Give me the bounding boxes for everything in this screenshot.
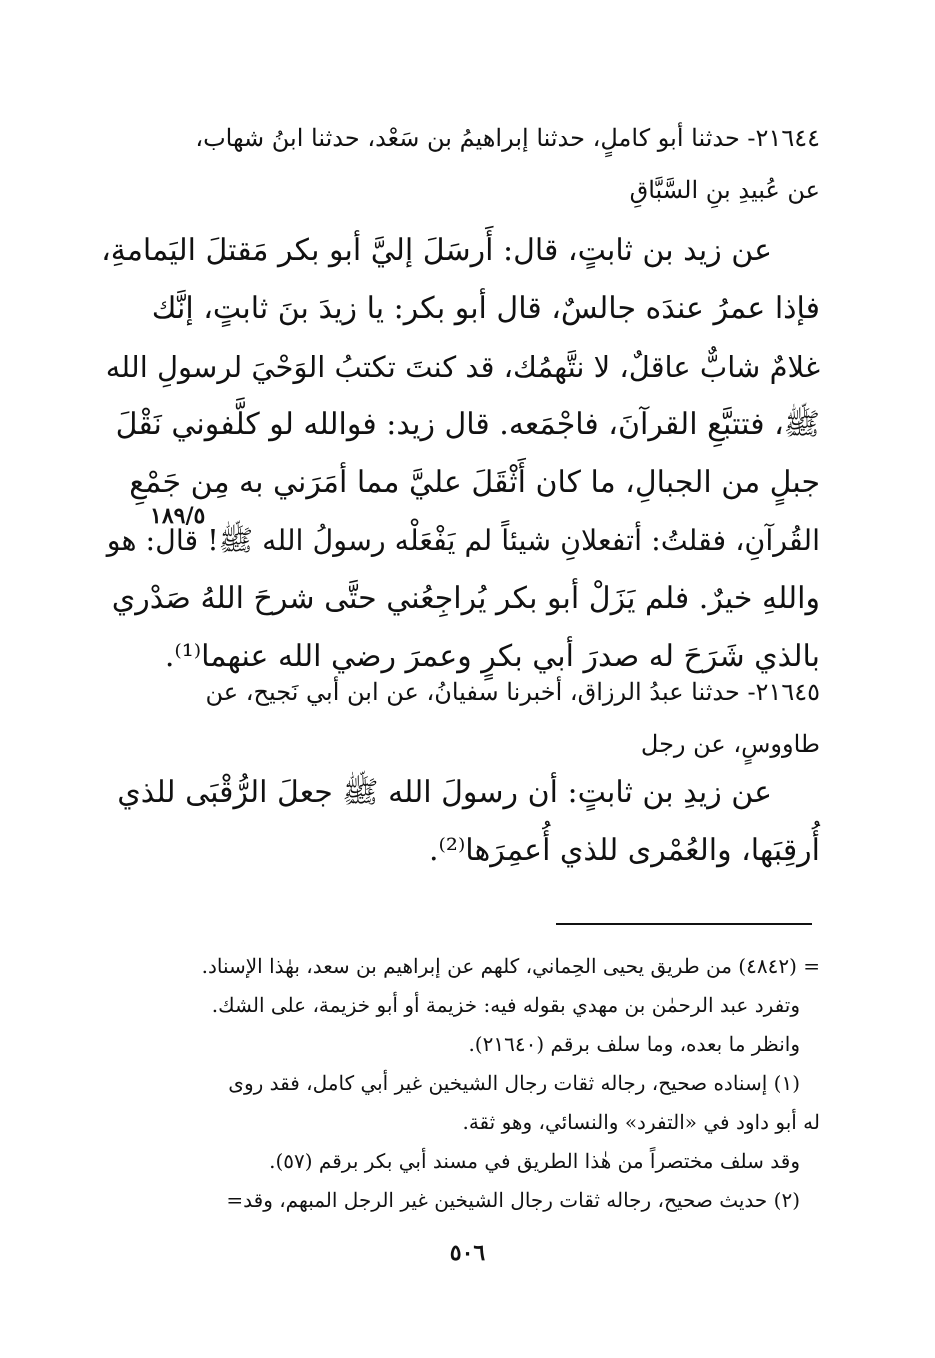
footnote-separator bbox=[556, 923, 812, 925]
hadith-21645-matn bbox=[100, 764, 820, 880]
hadith-21645-isnad bbox=[100, 666, 820, 770]
matn-line: غلامٌ شابٌّ عاقلٌ، لا نتَّهمُك، قد كنتَ تكتبُ الوَحْيَ لرسولِ الله bbox=[105, 350, 820, 384]
hadith-21644-isnad bbox=[100, 112, 820, 216]
footnote-line: (١) إسناده صحيح، رجاله ثقات رجال الشيخين غير أبي كامل، فقد روى bbox=[228, 1071, 800, 1095]
matn-line: بالذي شَرَحَ له صدرَ أبي بكرٍ وعمرَ رضي الله عنهما⁽¹⁾. bbox=[164, 639, 820, 674]
matn-line: القُرآنِ، فقلتُ: أتفعلانِ شيئاً لم يَفْعَلْه رسولُ الله ﷺ! قال: هو bbox=[106, 524, 820, 557]
isnad-line: عن عُبيدِ بنِ السَّبَّاقِ bbox=[629, 176, 820, 204]
isnad-line: طاووسٍ، عن رجل bbox=[640, 730, 820, 758]
footnote-line: وقد سلف مختصراً من هٰذا الطريق في مسند أبي بكر برقم (٥٧). bbox=[269, 1149, 800, 1173]
footnote-line: = (٤٨٤٢) من طريق يحيى الحِماني، كلهم عن إبراهيم بن سعد، بهٰذا الإسناد. bbox=[201, 954, 820, 978]
page-number: ٥٠٦ bbox=[449, 1240, 486, 1266]
matn-line: فإذا عمرُ عندَه جالسٌ، قال أبو بكر: يا زيدَ بنَ ثابتٍ، إنَّك bbox=[151, 291, 820, 326]
footnote-line: له أبو داود في «التفرد» والنسائي، وهو ثقة. bbox=[462, 1110, 820, 1134]
matn-line: عن زيدِ بن ثابتٍ: أن رسولَ الله ﷺ جعلَ الرُّقْبَى للذي bbox=[117, 775, 772, 810]
matn-line: أُرقِبَها، والعُمْرى للذي أُعمِرَها⁽²⁾. bbox=[429, 833, 820, 868]
matn-line: واللهِ خيرٌ. فلم يَزَلْ أبو بكر يُراجِعُني حتَّى شرحَ اللهُ صَدْري bbox=[111, 581, 820, 616]
hadith-21644-matn bbox=[100, 222, 820, 686]
margin-volume-page-reference: ١٨٩/٥ bbox=[150, 503, 206, 529]
isnad-line: ٢١٦٤٤- حدثنا أبو كاملٍ، حدثنا إبراهيمُ بن سَعْد، حدثنا ابنُ شهاب، bbox=[195, 124, 820, 152]
footnote-line: وانظر ما بعده، وما سلف برقم (٢١٦٤٠). bbox=[468, 1032, 800, 1056]
footnote-line: (٢) حديث صحيح، رجاله ثقات رجال الشيخين غير الرجل المبهم، وقد= bbox=[226, 1188, 800, 1212]
footnote-line: وتفرد عبد الرحمٰن بن مهدي بقوله فيه: خزيمة أو أبو خزيمة، على الشك. bbox=[211, 993, 800, 1017]
isnad-line: ٢١٦٤٥- حدثنا عبدُ الرزاق، أخبرنا سفيانُ، عن ابن أبي نَجيح، عن bbox=[205, 678, 820, 706]
matn-line: ﷺ، فتتبَّعِ القرآنَ، فاجْمَعه. قال زيد: فوالله لو كلَّفوني نَقْلَ bbox=[115, 407, 820, 442]
matn-line: عن زيد بن ثابتٍ، قال: أَرسَلَ إليَّ أبو بكر مَقتلَ اليَمامةِ، bbox=[101, 233, 772, 268]
footnotes bbox=[100, 947, 820, 1220]
matn-line: جبلٍ من الجبالِ، ما كان أَثْقَلَ عليَّ مما أمَرَني به مِن جَمْعِ bbox=[129, 465, 820, 500]
